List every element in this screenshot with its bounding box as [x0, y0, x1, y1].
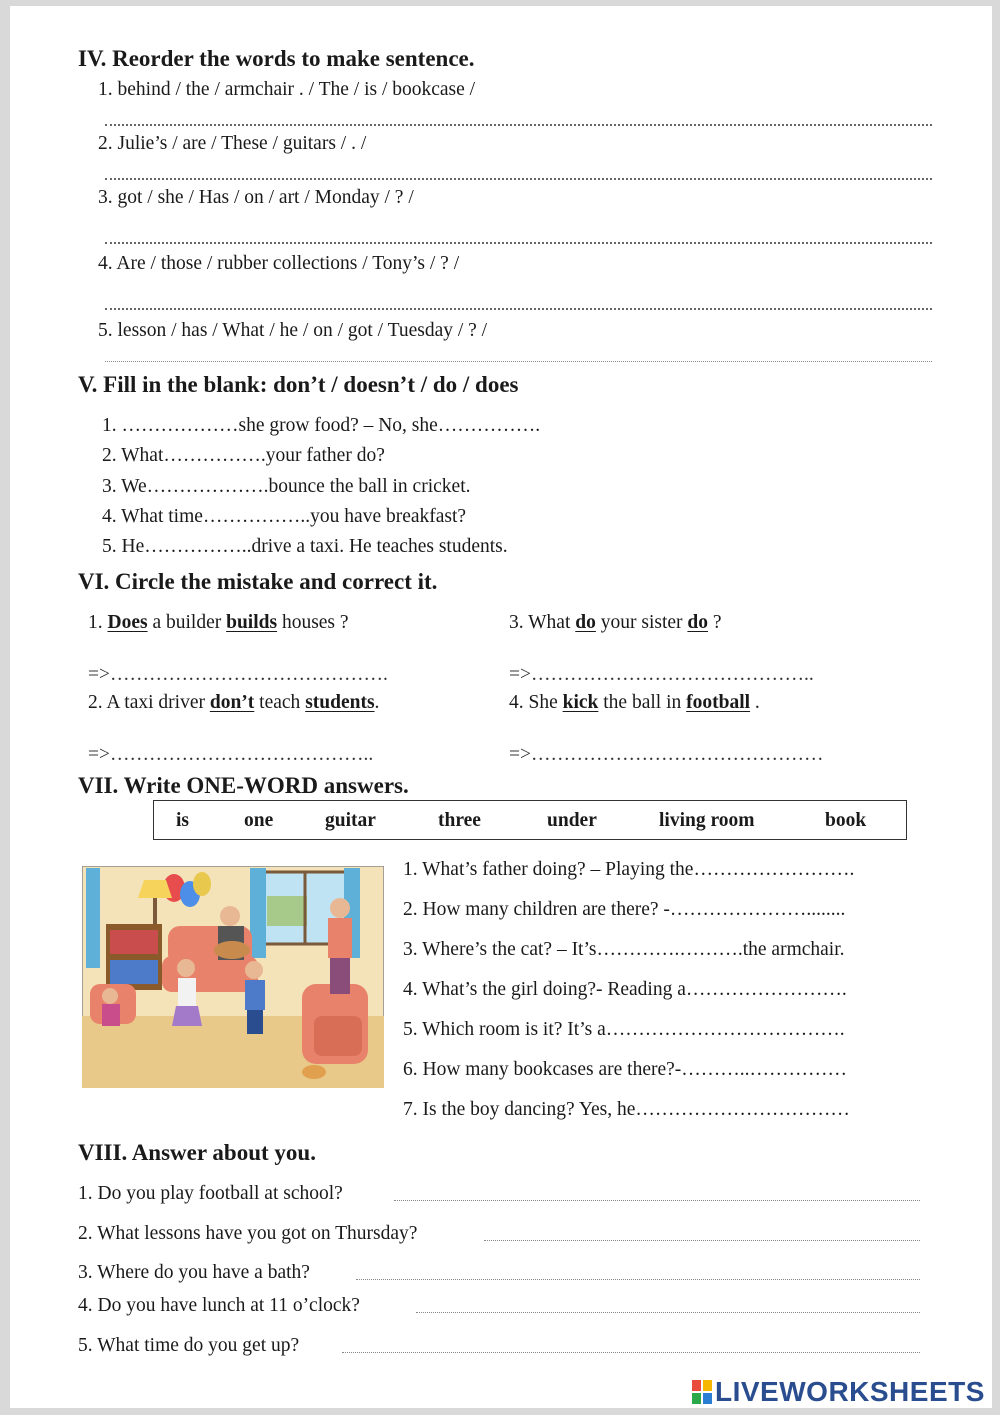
section-8-heading: VIII. Answer about you.: [78, 1140, 316, 1165]
mistake-option[interactable]: do: [687, 612, 709, 633]
word-bank-item[interactable]: is: [176, 810, 190, 831]
answer-line-4-3[interactable]: [105, 242, 932, 244]
word-bank: [153, 800, 907, 840]
one-word-item-6[interactable]: 6. How many bookcases are there?-………..……………: [403, 1059, 848, 1080]
correction-answer-4[interactable]: =>………………………………………: [509, 744, 824, 765]
text: 2. A taxi driver: [88, 692, 210, 713]
correction-answer-3[interactable]: =>……………………………………..: [509, 664, 814, 685]
text: houses ?: [277, 612, 349, 633]
section-7-heading: VII. Write ONE-WORD answers.: [78, 773, 409, 798]
about-you-item-2: 2. What lessons have you got on Thursday?: [78, 1223, 418, 1244]
one-word-item-2[interactable]: 2. How many children are there? -…………………........: [403, 899, 846, 920]
about-you-answer-1[interactable]: [394, 1200, 920, 1201]
fill-item-1[interactable]: 1. ………………she grow food? – No, she…………….: [102, 415, 541, 436]
fill-item-4[interactable]: 4. What time……………..you have breakfast?: [102, 506, 467, 527]
section-5-heading: V. Fill in the blank: don’t / doesn’t / do / does: [78, 372, 519, 397]
answer-line-4-4[interactable]: [105, 308, 932, 310]
answer-line-4-2[interactable]: [105, 178, 932, 180]
text: .: [374, 692, 380, 713]
one-word-item-1[interactable]: 1. What’s father doing? – Playing the…………………….: [403, 859, 855, 880]
about-you-answer-2[interactable]: [484, 1240, 920, 1241]
reorder-item-2: 2. Julie’s / are / These / guitars / . /: [98, 133, 367, 154]
text: the ball in: [598, 692, 687, 713]
mistake-option[interactable]: don’t: [209, 692, 255, 713]
fill-item-5[interactable]: 5. He……………..drive a taxi. He teaches students.: [102, 536, 508, 557]
text: 4. She: [509, 692, 563, 713]
text: 1.: [88, 612, 108, 633]
fill-item-3[interactable]: 3. We……………….bounce the ball in cricket.: [102, 476, 471, 497]
text: .: [750, 692, 760, 713]
text: 3. What: [509, 612, 576, 633]
mistake-item-4: [509, 692, 760, 714]
mistake-item-1: [88, 612, 349, 634]
correction-answer-1[interactable]: =>…………………………………….: [88, 664, 388, 685]
mistake-option[interactable]: do: [575, 612, 596, 633]
text: your sister: [595, 612, 688, 633]
word-bank-item[interactable]: book: [825, 810, 867, 831]
word-bank-item[interactable]: guitar: [325, 810, 376, 831]
word-bank-item[interactable]: living room: [659, 810, 755, 831]
answer-line-4-1[interactable]: [105, 124, 932, 126]
text: ?: [708, 612, 722, 633]
mistake-option[interactable]: kick: [562, 692, 599, 713]
mistake-option[interactable]: football: [686, 692, 751, 713]
text: a builder: [147, 612, 227, 633]
word-bank-item[interactable]: one: [244, 810, 274, 831]
about-you-item-4: 4. Do you have lunch at 11 o’clock?: [78, 1295, 360, 1316]
about-you-item-1: 1. Do you play football at school?: [78, 1183, 343, 1204]
about-you-answer-5[interactable]: [342, 1352, 920, 1353]
mistake-option[interactable]: builds: [226, 612, 278, 633]
logo-grid-icon: [692, 1380, 712, 1404]
one-word-item-4[interactable]: 4. What’s the girl doing?- Reading a…………………….: [403, 979, 847, 1000]
worksheet-page: [10, 6, 992, 1408]
one-word-item-3[interactable]: 3. Where’s the cat? – It’s………….……….the armchair.: [403, 939, 845, 960]
section-6-heading: VI. Circle the mistake and correct it.: [78, 569, 438, 594]
reorder-item-4: 4. Are / those / rubber collections / Tony’s / ? /: [98, 253, 460, 274]
mistake-option[interactable]: Does: [107, 612, 148, 633]
fill-item-2[interactable]: 2. What…………….your father do?: [102, 445, 385, 466]
one-word-item-7[interactable]: 7. Is the boy dancing? Yes, he……………………………: [403, 1099, 850, 1120]
about-you-item-5: 5. What time do you get up?: [78, 1335, 300, 1356]
text: teach: [254, 692, 306, 713]
liveworksheets-logo[interactable]: [692, 1374, 985, 1410]
mistake-item-2: [88, 692, 379, 714]
correction-answer-2[interactable]: =>…………………………………..: [88, 744, 374, 765]
word-bank-item[interactable]: three: [438, 810, 481, 831]
reorder-item-1: 1. behind / the / armchair . / The / is / bookcase /: [98, 79, 476, 100]
brand-name: LIVEWORKSHEETS: [715, 1376, 985, 1407]
one-word-item-5[interactable]: 5. Which room is it? It’s a……………………………….: [403, 1019, 845, 1040]
living-room-illustration: [82, 866, 384, 1088]
mistake-option[interactable]: students: [305, 692, 375, 713]
about-you-answer-3[interactable]: [356, 1279, 920, 1280]
about-you-item-3: 3. Where do you have a bath?: [78, 1262, 310, 1283]
about-you-answer-4[interactable]: [416, 1312, 920, 1313]
answer-line-4-5[interactable]: [105, 361, 932, 362]
reorder-item-3: 3. got / she / Has / on / art / Monday / ? /: [98, 187, 414, 208]
mistake-item-3: [509, 612, 722, 634]
word-bank-item[interactable]: under: [547, 810, 597, 831]
reorder-item-5: 5. lesson / has / What / he / on / got / Tuesday / ? /: [98, 320, 488, 341]
section-4-heading: IV. Reorder the words to make sentence.: [78, 46, 475, 71]
